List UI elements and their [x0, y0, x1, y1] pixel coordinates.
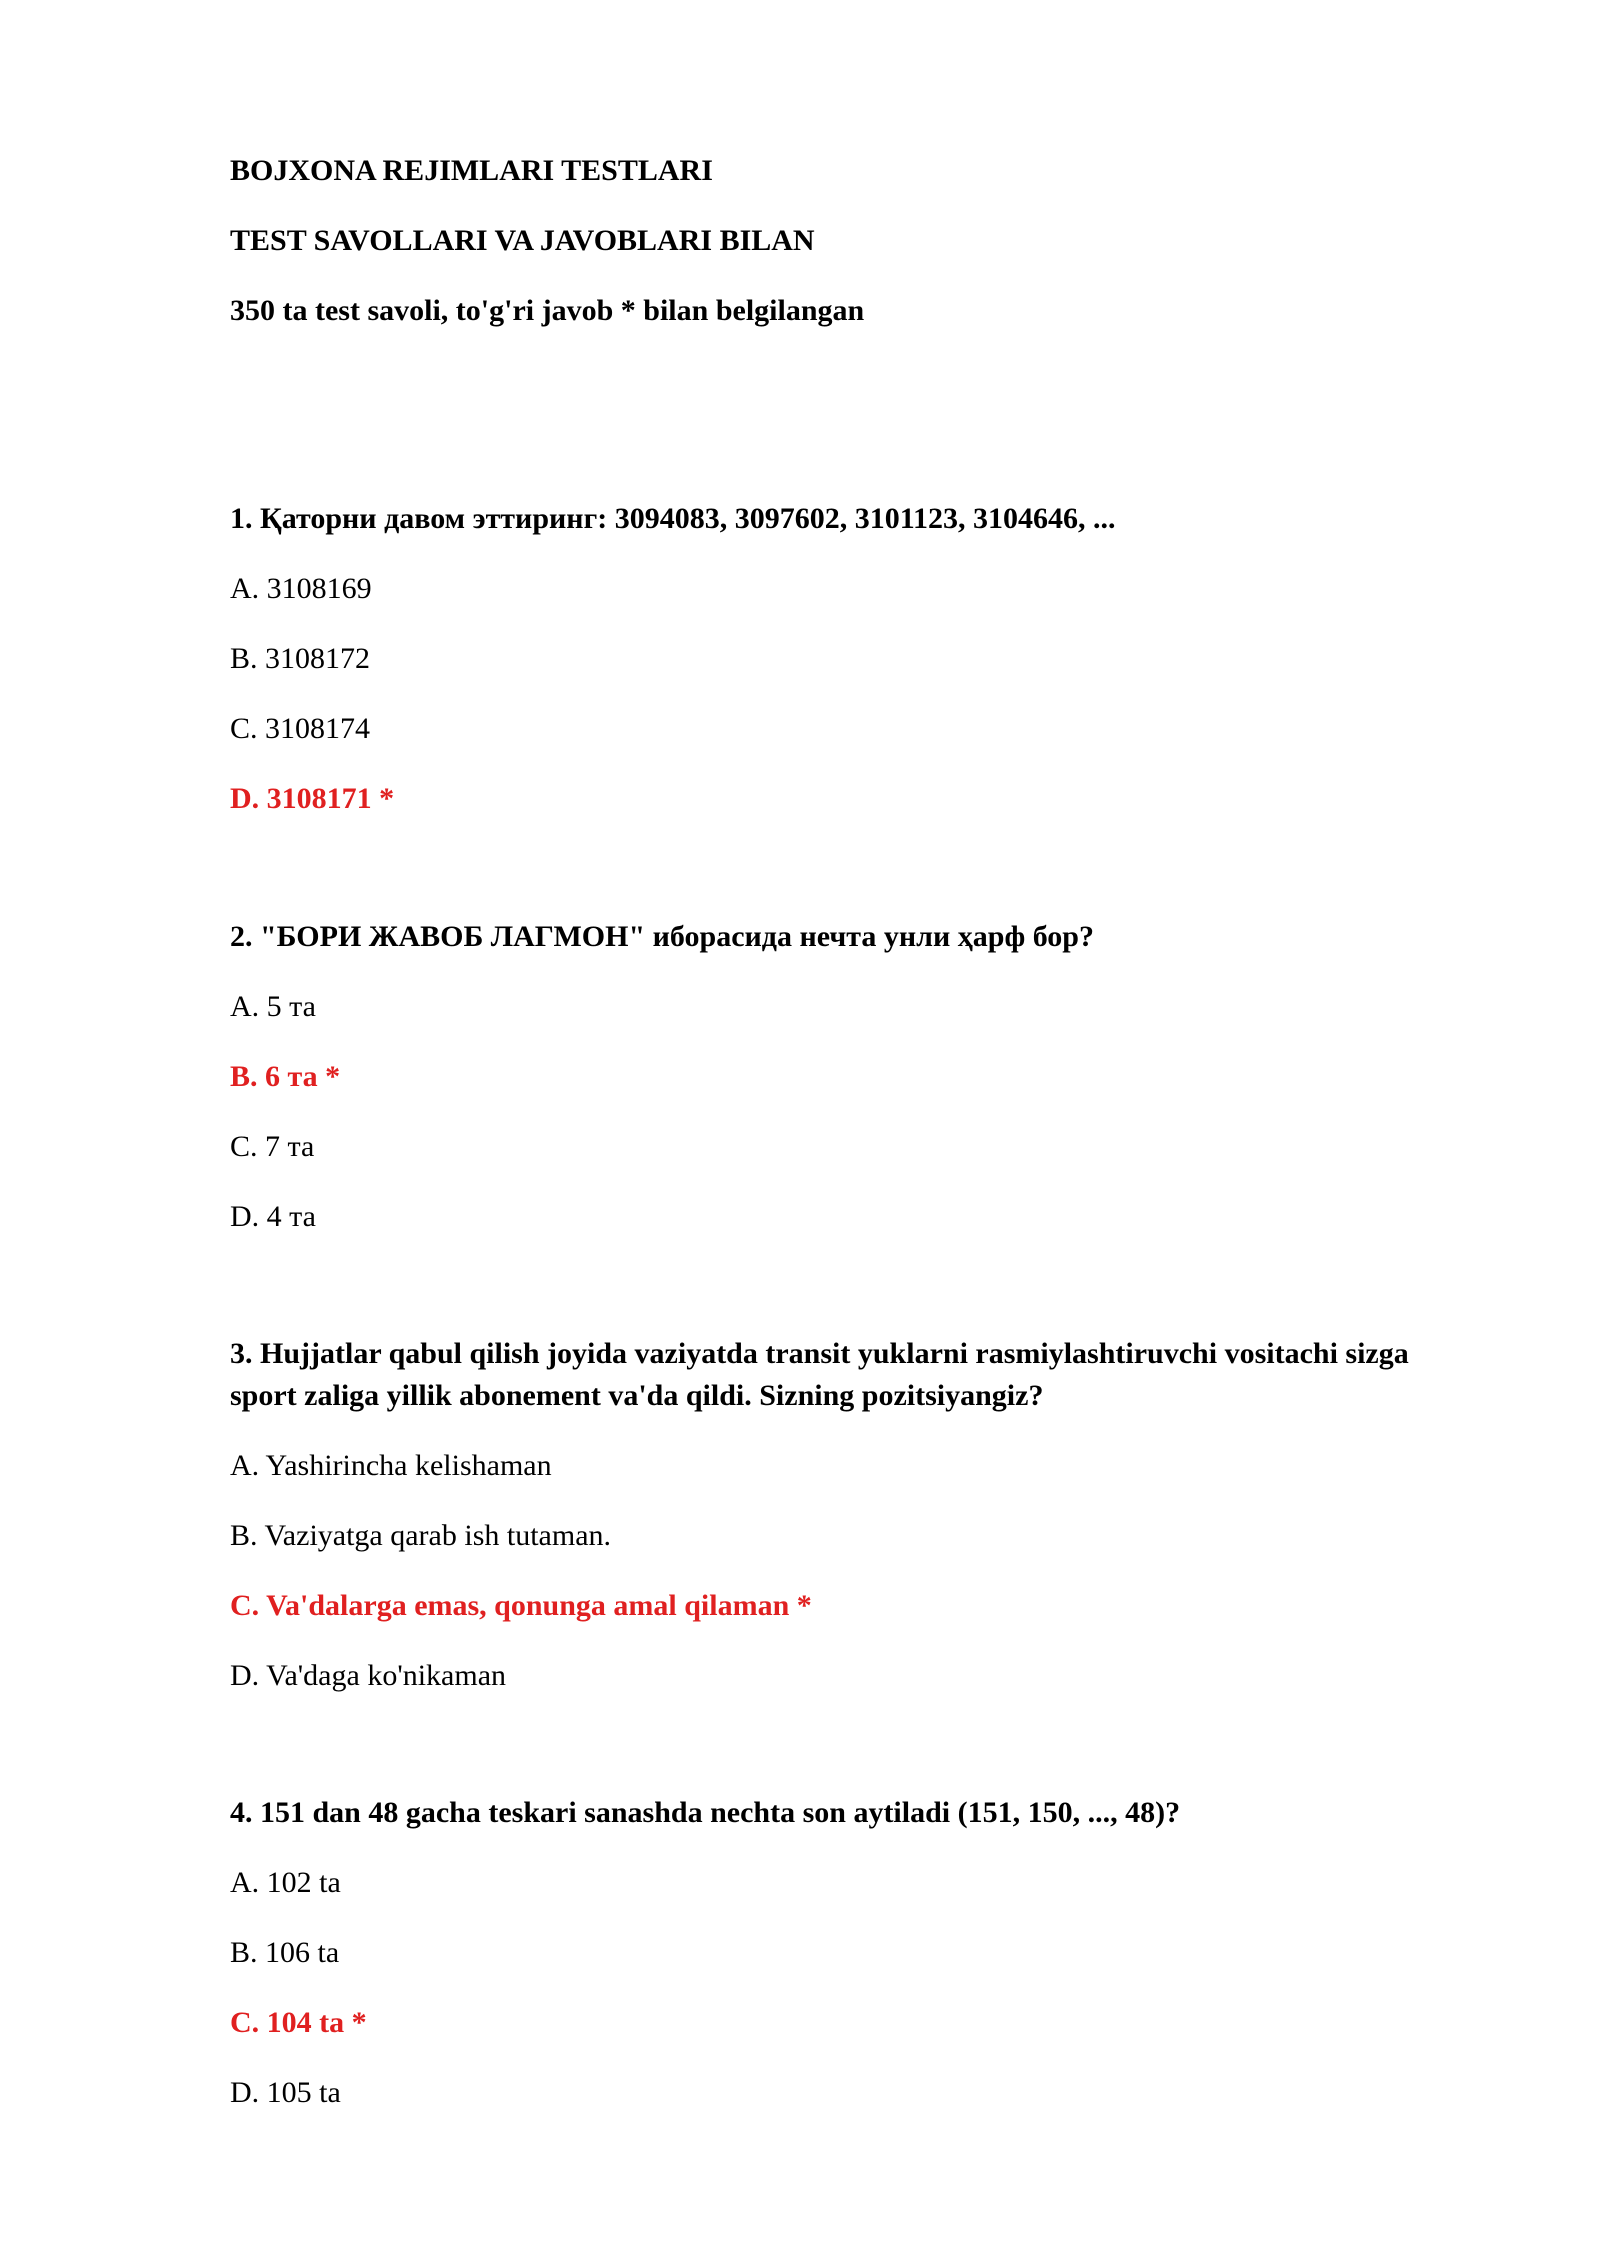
- option-c: C. Va'dalarga emas, qonunga amal qilaman *: [230, 1589, 812, 1622]
- question-1: [230, 498, 1480, 848]
- option-a: A. 102 ta: [230, 1866, 341, 1899]
- question-text: 1. Қаторни давом эттиринг: 3094083, 3097602, 3101123, 3104646, ...: [230, 502, 1116, 535]
- option-d: D. Va'daga ko'nikaman: [230, 1659, 507, 1692]
- document-subtitle: TEST SAVOLLARI VA JAVOBLARI BILAN: [230, 224, 815, 257]
- option-c: C. 104 ta *: [230, 2006, 367, 2039]
- option-c: C. 3108174: [230, 712, 371, 745]
- question-2: [230, 916, 1480, 1266]
- option-d: D. 4 та: [230, 1200, 316, 1233]
- option-a: A. 3108169: [230, 572, 372, 605]
- option-b: B. 6 та *: [230, 1060, 341, 1093]
- document-title: BOJXONA REJIMLARI TESTLARI: [230, 154, 713, 187]
- document-note: 350 ta test savoli, to'g'ri javob * bilan belgilangan: [230, 294, 865, 327]
- option-b: B. 106 ta: [230, 1936, 340, 1969]
- option-a: A. 5 та: [230, 990, 316, 1023]
- option-d: D. 3108171 *: [230, 782, 395, 815]
- question-text: 2. "БОРИ ЖАВОБ ЛАГМОН" иборасида нечта унли ҳарф бор?: [230, 920, 1094, 953]
- question-4: [230, 1792, 1480, 2142]
- option-b: B. Vaziyatga qarab ish tutaman.: [230, 1519, 612, 1552]
- question-text: 4. 151 dan 48 gacha teskari sanashda nechta son aytiladi (151, 150, ..., 48)?: [230, 1796, 1181, 1829]
- question-3: [230, 1333, 1440, 1725]
- option-c: C. 7 та: [230, 1130, 315, 1163]
- option-a: A. Yashirincha kelishaman: [230, 1449, 552, 1482]
- option-b: B. 3108172: [230, 642, 371, 675]
- question-text: 3. Hujjatlar qabul qilish joyida vaziyatda transit yuklarni rasmiylashtiruvchi vositachi sizga sport zaliga yillik abonement va'da qildi. Sizning pozitsiyangiz?: [230, 1337, 1409, 1412]
- option-d: D. 105 ta: [230, 2076, 341, 2109]
